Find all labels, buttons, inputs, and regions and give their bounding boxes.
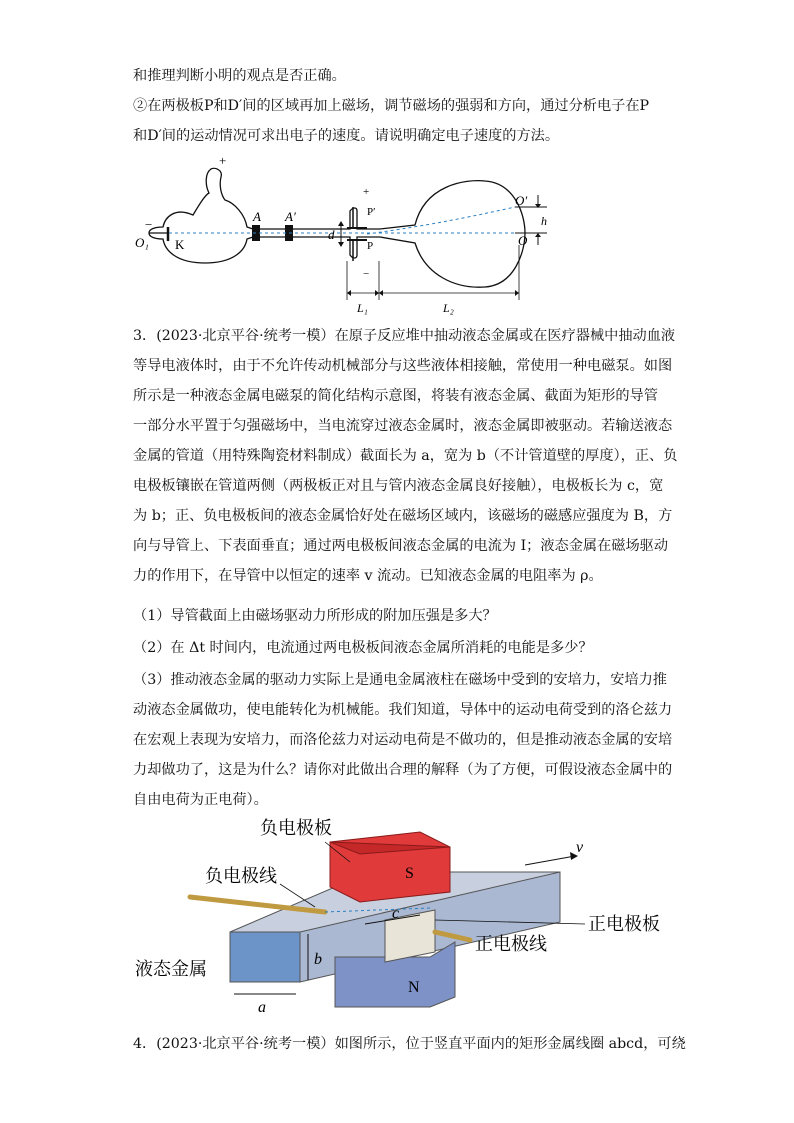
a-dim-label: a — [258, 999, 266, 1016]
text-line: 金属的管道（用特殊陶瓷材料制成）截面长为 a，宽为 b（不计管道壁的厚度），正、负 — [133, 448, 678, 464]
text-line: 电极板镶嵌在管道两侧（两极板正对且与管内液态金属良好接触），电极板长为 c，宽 — [133, 478, 664, 494]
text-line: （2）在 Δt 时间内，电流通过两电极板间液态金属所消耗的电能是多少？ — [133, 640, 593, 656]
text-line: 力的作用下，在导管中以恒定的速率 v 流动。已知液态金属的电阻率为 ρ。 — [133, 568, 603, 584]
text-line: 力却做功了，这是为什么？请你对此做出合理的解释（为了方便，可假设液态金属中的 — [133, 762, 673, 778]
text-line: 4．(2023·北京平谷·统考一模）如图所示，位于竖直平面内的矩形金属线圈 abcd，可绕 — [133, 1036, 686, 1052]
liquid-label: 液态金属 — [135, 959, 207, 979]
v-label: v — [576, 839, 584, 856]
p-label: P — [367, 240, 374, 252]
l1-label: L₁ — [357, 301, 368, 315]
plus-top-label: + — [219, 155, 227, 168]
a-label: A — [253, 209, 261, 224]
text-line: 所示是一种液态金属电磁泵的简化结构示意图，将装有液态金属、截面为矩形的导管 — [133, 388, 658, 404]
neg-plate-label: 负电极板 — [260, 818, 332, 838]
plus-plate-label: + — [363, 186, 370, 198]
text-line: 等导电液体时，由于不允许传动机械部分与这些液体相接触，常使用一种电磁泵。如图 — [133, 358, 673, 374]
d-label: d — [328, 227, 335, 242]
l2-label: L₂ — [443, 301, 454, 315]
b-dim-label: b — [314, 951, 322, 968]
text-line: 和D′间的运动情况可求出电子的速度。请说明确定电子速度的方法。 — [133, 128, 560, 144]
o1-label: O₁ — [135, 235, 149, 250]
h-label: h — [541, 214, 547, 228]
text-line: ②在两极板P和D′间的区域再加上磁场，调节磁场的强弱和方向，通过分析电子在P — [133, 98, 650, 114]
text-line: （3）推动液态金属的驱动力实际上是通电金属液柱在磁场中受到的安培力，安培力推 — [133, 672, 667, 688]
n-label: N — [408, 979, 420, 996]
pos-plate-label: 正电极板 — [588, 914, 660, 934]
text-line: 为 b；正、负电极板间的液态金属恰好处在磁场区域内，该磁场的磁感应强度为 B，方 — [133, 508, 673, 524]
text-line: 动液态金属做功，使电能转化为机械能。我们知道，导体中的运动电荷受到的洛仑兹力 — [133, 702, 673, 718]
minus-plate-label: − — [363, 268, 370, 280]
text-line: 在宏观上表现为安培力，而洛伦兹力对运动电荷是不做功的，但是推动液态金属的安培 — [133, 732, 673, 748]
o-label: O — [518, 233, 528, 248]
pos-wire-label: 正电极线 — [475, 934, 547, 954]
c-dim-label: c — [392, 905, 400, 922]
text-line: 和推理判断小明的观点是否正确。 — [133, 68, 346, 84]
text-line: 向与导管上、下表面垂直；通过两电极板间液态金属的电流为 I；液态金属在磁场驱动 — [133, 538, 669, 554]
oprime-label: O′ — [515, 193, 528, 208]
text-line: 一部分水平置于匀强磁场中，当电流穿过液态金属时，液态金属即被驱动。若输送液态 — [133, 418, 673, 434]
k-label: K — [175, 237, 185, 252]
neg-wire-label: 负电极线 — [205, 866, 277, 886]
minus-label: − — [145, 217, 153, 232]
s-label: S — [405, 865, 414, 882]
text-line: 3．(2023·北京平谷·统考一模）在原子反应堆中抽动液态金属或在医疗器械中抽动血液 — [133, 328, 676, 344]
text-line: 自由电荷为正电荷）。 — [133, 792, 268, 808]
cathode-ray-tube-figure — [135, 155, 555, 320]
aprime-label: A′ — [285, 209, 296, 224]
text-line: （1）导管截面上由磁场驱动力所形成的附加压强是多大？ — [133, 608, 497, 624]
pprime-label: P′ — [367, 206, 376, 218]
electromagnetic-pump-figure — [130, 812, 670, 1027]
